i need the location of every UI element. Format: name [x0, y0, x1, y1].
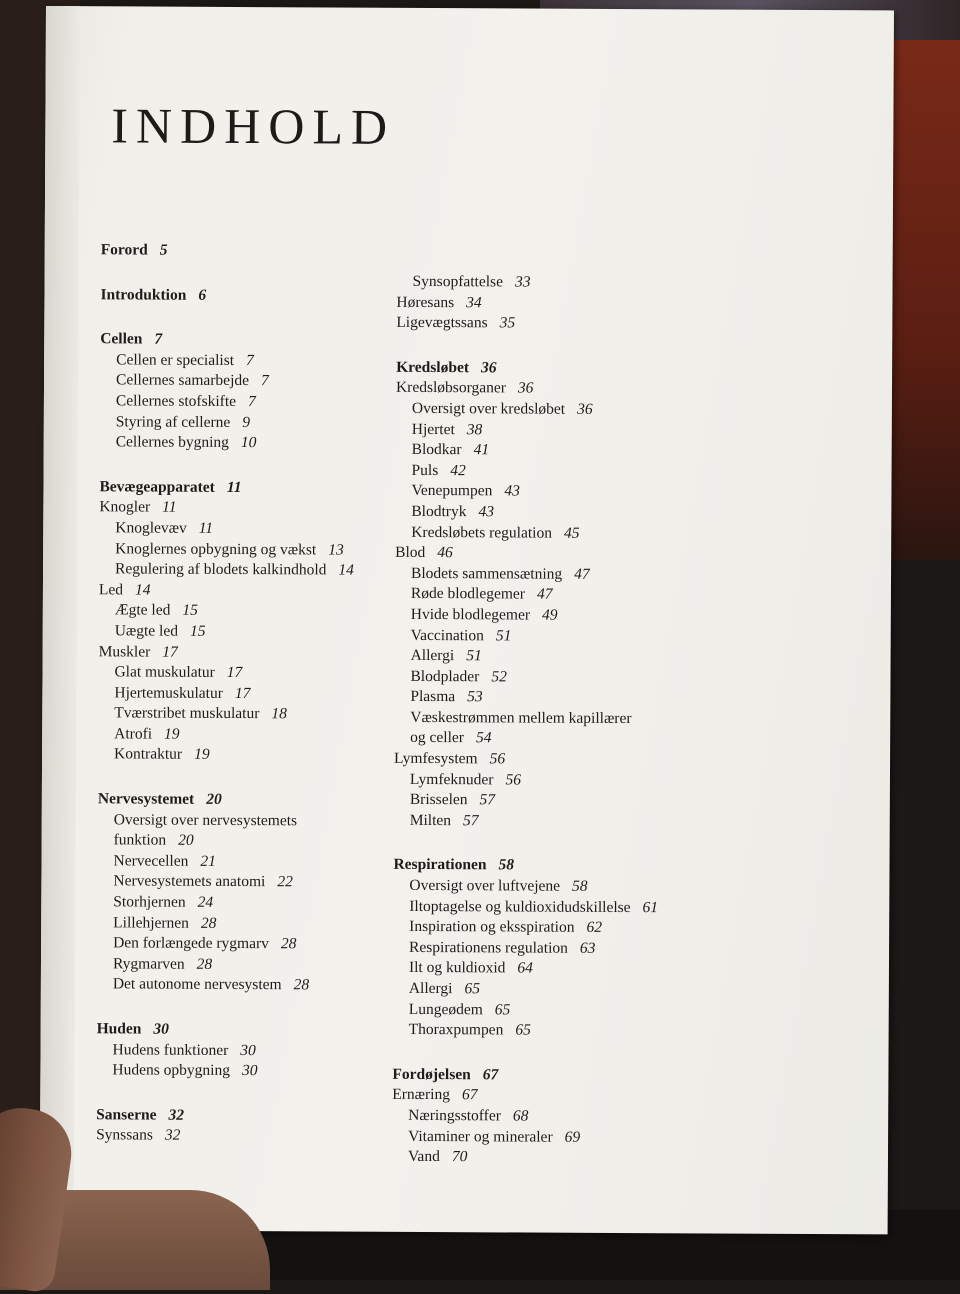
toc-entry-title: Storhjernen — [113, 893, 186, 911]
toc-entry — [396, 461, 816, 484]
toc-page-number: 13 — [328, 541, 344, 559]
toc-entry-title: og celler — [410, 729, 465, 747]
toc-entry-title: Plasma — [410, 688, 456, 706]
toc-page-number: 17 — [162, 643, 178, 661]
toc-page-number: 15 — [182, 602, 198, 620]
toc-entry-title: Det autonome nervesystem — [112, 975, 282, 994]
toc-page-number: 15 — [189, 622, 206, 640]
toc-entry-title: Oversigt over nervesystemets — [113, 811, 298, 829]
toc-entry — [97, 954, 427, 976]
toc-entry-title: Thoraxpumpen — [408, 1021, 504, 1039]
toc-page-number: 57 — [463, 812, 479, 830]
toc-entry-title: Hjertemuskulatur — [114, 684, 223, 702]
toc-entry-title: Forord — [100, 241, 148, 259]
toc-entry — [396, 399, 816, 422]
toc-page-number: 36 — [480, 359, 497, 377]
toc-page-number: 64 — [517, 959, 533, 977]
toc-page-number: 6 — [198, 286, 207, 304]
toc-entry-title: Knogler — [99, 498, 151, 516]
toc-entry-title: Blodplader — [410, 667, 480, 685]
toc-page-number: 7 — [247, 393, 256, 411]
toc-entry-title: Cellernes samarbejde — [115, 371, 250, 390]
toc-page-number: 21 — [200, 852, 216, 870]
toc-entry-title: Nervesystemet — [97, 790, 195, 808]
toc-page-number: 11 — [198, 519, 214, 537]
toc-page-number: 33 — [514, 273, 531, 291]
toc-entry-title: Huden — [96, 1020, 142, 1038]
toc-entry-title: Blod — [395, 543, 426, 562]
toc-entry — [397, 272, 817, 295]
toc-entry-title: Ernæring — [392, 1086, 451, 1104]
toc-page-number: 19 — [194, 746, 210, 764]
toc-entry-title: Hjertet — [411, 420, 455, 438]
toc-page-number: 5 — [159, 241, 168, 259]
toc-page-number: 51 — [466, 647, 482, 665]
toc-entry — [97, 975, 427, 997]
toc-page-number: 24 — [197, 893, 214, 911]
toc-entry-title: Ilt og kuldioxid — [408, 959, 506, 977]
toc-chapter — [396, 358, 816, 381]
toc-entry-title: Regulering af blodets kalkindhold — [115, 560, 327, 579]
toc-entry-title: Hudens opbygning — [112, 1061, 231, 1080]
toc-page-number: 18 — [271, 705, 287, 723]
toc-page-number: 32 — [168, 1106, 185, 1124]
toc-page-number: 36 — [577, 400, 593, 418]
toc-entry — [394, 708, 814, 731]
toc-entry-title: Bevægeapparatet — [99, 478, 215, 496]
toc-page-number: 58 — [498, 856, 515, 874]
toc-page-number: 38 — [466, 420, 483, 438]
toc-entry-title: Hudens funktioner — [112, 1040, 229, 1059]
toc-entry — [394, 728, 814, 751]
toc-entry — [98, 831, 428, 853]
toc-entry — [393, 938, 813, 961]
toc-page-number: 28 — [280, 935, 297, 953]
toc-page-number: 68 — [512, 1107, 529, 1125]
toc-entry-title: Vand — [407, 1148, 440, 1166]
toc-entry — [98, 745, 428, 767]
toc-entry-title: Vaccination — [410, 626, 484, 644]
toc-entry-title: Kredsløbets regulation — [411, 523, 553, 542]
toc-entry-title: Allergi — [410, 647, 455, 665]
toc-page-number: 20 — [178, 831, 194, 850]
toc-entry-title: Oversigt over luftvejene — [409, 876, 561, 895]
toc-entry — [99, 601, 429, 623]
toc-page-number: 30 — [241, 1062, 258, 1080]
toc-entry-title: Uægte led — [114, 622, 179, 640]
toc-page-number: 63 — [579, 939, 596, 957]
toc-entry-title: Kredsløbet — [396, 358, 470, 377]
toc-page-number: 62 — [586, 919, 603, 937]
toc-entry — [100, 350, 430, 372]
toc-page-number: 28 — [293, 976, 310, 994]
toc-entry-title: Brisselen — [409, 791, 468, 809]
toc-entry — [394, 749, 814, 772]
toc-page-number: 14 — [338, 561, 354, 579]
toc-entry-title: Venepumpen — [411, 482, 493, 500]
toc-page-number: 65 — [515, 1021, 531, 1039]
toc-page-number: 53 — [467, 688, 483, 706]
toc-entry — [395, 625, 815, 648]
toc-entry-title: Røde blodlegemer — [410, 585, 526, 603]
toc-page-number: 7 — [246, 351, 254, 369]
toc-entry-title: Lungeødem — [408, 1000, 483, 1018]
toc-entry-title: Væskestrømmen mellem kapillærer — [410, 708, 632, 727]
toc-entry — [396, 292, 816, 315]
toc-chapter — [101, 240, 431, 262]
toc-page-number: 30 — [240, 1041, 256, 1059]
toc-page-number: 11 — [162, 498, 177, 517]
toc-entry-title: Iltoptagelse og kuldioxidudskillelse — [409, 897, 631, 916]
toc-entry — [396, 378, 816, 401]
toc-entry — [396, 419, 816, 442]
toc-entry-title: Kredsløbsorganer — [395, 379, 506, 397]
toc-page-number: 67 — [461, 1086, 478, 1104]
toc-page-number: 34 — [466, 293, 482, 311]
toc-entry — [396, 313, 816, 336]
toc-entry — [98, 704, 428, 726]
toc-entry — [396, 440, 816, 463]
toc-entry-title: Cellen — [100, 330, 143, 348]
toc-page-number: 14 — [135, 581, 151, 599]
toc-page-number: 20 — [206, 790, 222, 808]
toc-page-number: 42 — [450, 461, 466, 479]
toc-entry — [393, 999, 813, 1022]
toc-chapter — [97, 1019, 427, 1041]
toc-entry — [100, 391, 430, 413]
toc-page-number: 36 — [517, 379, 534, 397]
toc-entry — [97, 913, 427, 935]
toc-entry — [97, 892, 427, 914]
toc-entry — [394, 790, 814, 813]
toc-entry — [394, 769, 814, 792]
toc-entry — [99, 518, 429, 540]
toc-entry — [395, 543, 815, 566]
toc-entry — [98, 724, 428, 746]
toc-entry-title: Nervecellen — [113, 852, 189, 870]
toc-column-left — [96, 240, 431, 1148]
toc-entry — [97, 872, 427, 894]
toc-entry-title: Lymfeknuder — [409, 770, 494, 789]
toc-entry-title: Den forlængede rygmarv — [113, 934, 269, 953]
toc-entry — [393, 896, 813, 919]
toc-entry — [393, 979, 813, 1002]
toc-entry-title: Inspiration og eksspiration — [409, 918, 575, 936]
toc-page-number: 7 — [260, 372, 269, 390]
toc-page-number: 65 — [464, 980, 481, 998]
toc-page-number: 30 — [153, 1020, 170, 1038]
toc-entry-title: Hvide blodlegemer — [410, 605, 531, 624]
toc-page-number: 32 — [164, 1127, 181, 1145]
toc-entry-title: Nervesystemets anatomi — [113, 872, 266, 891]
toc-page-number: 41 — [473, 441, 490, 459]
toc-chapter — [393, 855, 813, 878]
toc-entry — [99, 580, 429, 602]
toc-page-number: 9 — [242, 413, 251, 431]
toc-entry-title: Atrofi — [114, 725, 153, 743]
toc-entry — [395, 522, 815, 545]
toc-page-number: 45 — [563, 524, 580, 542]
toc-entry-title: Allergi — [408, 979, 453, 998]
toc-entry-title: Led — [98, 581, 124, 599]
toc-entry — [393, 958, 813, 981]
toc-entry — [96, 1040, 426, 1062]
toc-page-number: 56 — [505, 771, 522, 789]
toc-entry — [99, 642, 429, 664]
toc-entry-title: Blodtryk — [411, 502, 467, 521]
toc-entry-title: Respirationens regulation — [409, 938, 568, 957]
toc-page-number: 17 — [234, 684, 251, 702]
toc-entry — [98, 810, 428, 832]
toc-entry-title: Høresans — [396, 293, 455, 311]
toc-entry — [393, 876, 813, 899]
toc-entry-title: Cellernes bygning — [115, 433, 229, 452]
toc-entry — [392, 1126, 812, 1149]
toc-entry-title: Lymfesystem — [394, 749, 478, 768]
toc-page-number: 54 — [475, 729, 492, 747]
toc-entry — [392, 1147, 812, 1170]
toc-entry — [99, 539, 429, 561]
toc-chapter — [100, 329, 430, 351]
toc-chapter — [392, 1065, 812, 1088]
toc-page-number: 47 — [574, 565, 590, 583]
toc-entry — [393, 1020, 813, 1043]
toc-page-number: 51 — [495, 626, 512, 644]
toc-page-number: 65 — [494, 1000, 511, 1019]
toc-page-number: 69 — [564, 1128, 581, 1146]
toc-entry-title: Respirationen — [393, 856, 487, 874]
toc-page-number: 10 — [240, 434, 257, 452]
toc-entry-title: Blodkar — [411, 441, 462, 459]
toc-entry-title: Oversigt over kredsløbet — [411, 399, 566, 418]
toc-page-number: 49 — [542, 606, 558, 624]
toc-entry-title: Ligevægtssans — [396, 314, 488, 332]
toc-page-number: 52 — [491, 668, 507, 686]
toc-entry — [98, 683, 428, 705]
toc-entry-title: Milten — [409, 811, 452, 829]
toc-entry — [100, 432, 430, 454]
toc-entry-title: Introduktion — [100, 285, 187, 304]
toc-page-number: 35 — [499, 314, 516, 332]
toc-page-number: 7 — [154, 330, 163, 348]
toc-entry — [393, 917, 813, 940]
toc-entry — [395, 646, 815, 669]
toc-page-number: 19 — [164, 725, 180, 743]
toc-entry — [395, 605, 815, 628]
toc-page-number: 28 — [196, 955, 213, 973]
toc-entry — [99, 559, 429, 581]
toc-page-number: 61 — [642, 898, 659, 916]
toc-entry-title: Kontraktur — [114, 745, 183, 764]
toc-entry — [394, 667, 814, 690]
toc-entry-title: Sanserne — [96, 1106, 157, 1124]
toc-entry-title: Synssans — [96, 1126, 153, 1144]
toc-entry — [99, 498, 429, 520]
toc-chapter — [96, 1105, 426, 1127]
toc-entry-title: Cellen er specialist — [116, 351, 235, 369]
toc-entry-title: Knoglevæv — [115, 519, 187, 537]
toc-page-number: 70 — [451, 1148, 468, 1166]
toc-entry — [395, 564, 815, 587]
page-fold — [40, 6, 80, 1230]
toc-chapter — [100, 285, 430, 307]
toc-entry — [96, 1126, 426, 1148]
toc-entry-title: Styring af cellerne — [115, 412, 231, 431]
toc-entry-title: Synsopfattelse — [412, 272, 504, 291]
toc-page-number: 67 — [482, 1066, 499, 1084]
toc-entry-title: Glat muskulatur — [114, 663, 215, 681]
toc-entry-title: Knoglernes opbygning og vækst — [115, 539, 317, 558]
toc-entry-title: Cellernes stofskifte — [115, 392, 237, 410]
toc-entry — [392, 1106, 812, 1129]
toc-entry-title: Muskler — [98, 642, 151, 661]
toc-entry — [98, 662, 428, 684]
toc-entry — [100, 412, 430, 434]
toc-page-number: 58 — [571, 877, 588, 895]
toc-page-number: 22 — [277, 873, 293, 891]
toc-entry-title: Tværstribet muskulatur — [114, 704, 260, 723]
toc-chapter — [98, 789, 428, 811]
toc-entry-title: Ægte led — [114, 601, 171, 619]
toc-column-right — [392, 272, 817, 1170]
toc-entry — [395, 584, 815, 607]
toc-page-number: 43 — [478, 503, 495, 521]
toc-entry — [96, 1060, 426, 1082]
toc-page-number: 46 — [437, 544, 453, 562]
toc-page-number: 43 — [504, 482, 520, 500]
toc-entry — [395, 502, 815, 525]
toc-page-number: 17 — [226, 664, 243, 682]
toc-entry-title: Næringsstoffer — [408, 1106, 501, 1125]
toc-page-number: 47 — [536, 585, 553, 603]
toc-entry — [392, 1085, 812, 1108]
toc-page-number: 28 — [200, 914, 217, 932]
toc-entry-title: Lillehjernen — [113, 913, 189, 932]
toc-page-number: 56 — [489, 750, 506, 768]
toc-entry-title: Fordøjelsen — [392, 1065, 471, 1084]
toc-chapter — [99, 477, 429, 499]
page-title: INDHOLD — [111, 97, 396, 155]
toc-entry — [97, 851, 427, 873]
book-page — [40, 6, 894, 1234]
toc-entry-title: Vitaminer og mineraler — [408, 1127, 553, 1146]
toc-entry — [395, 481, 815, 504]
toc-entry — [100, 371, 430, 393]
toc-entry-title: funktion — [113, 831, 167, 849]
toc-entry-title: Rygmarven — [112, 955, 185, 973]
toc-entry-title: Puls — [411, 461, 439, 479]
toc-page-number: 57 — [479, 791, 496, 809]
toc-entry — [394, 687, 814, 710]
toc-entry — [97, 933, 427, 955]
toc-entry — [99, 621, 429, 643]
toc-entry-title: Blodets sammensætning — [410, 564, 563, 583]
toc-page-number: 11 — [226, 478, 242, 496]
toc-entry — [394, 811, 814, 834]
